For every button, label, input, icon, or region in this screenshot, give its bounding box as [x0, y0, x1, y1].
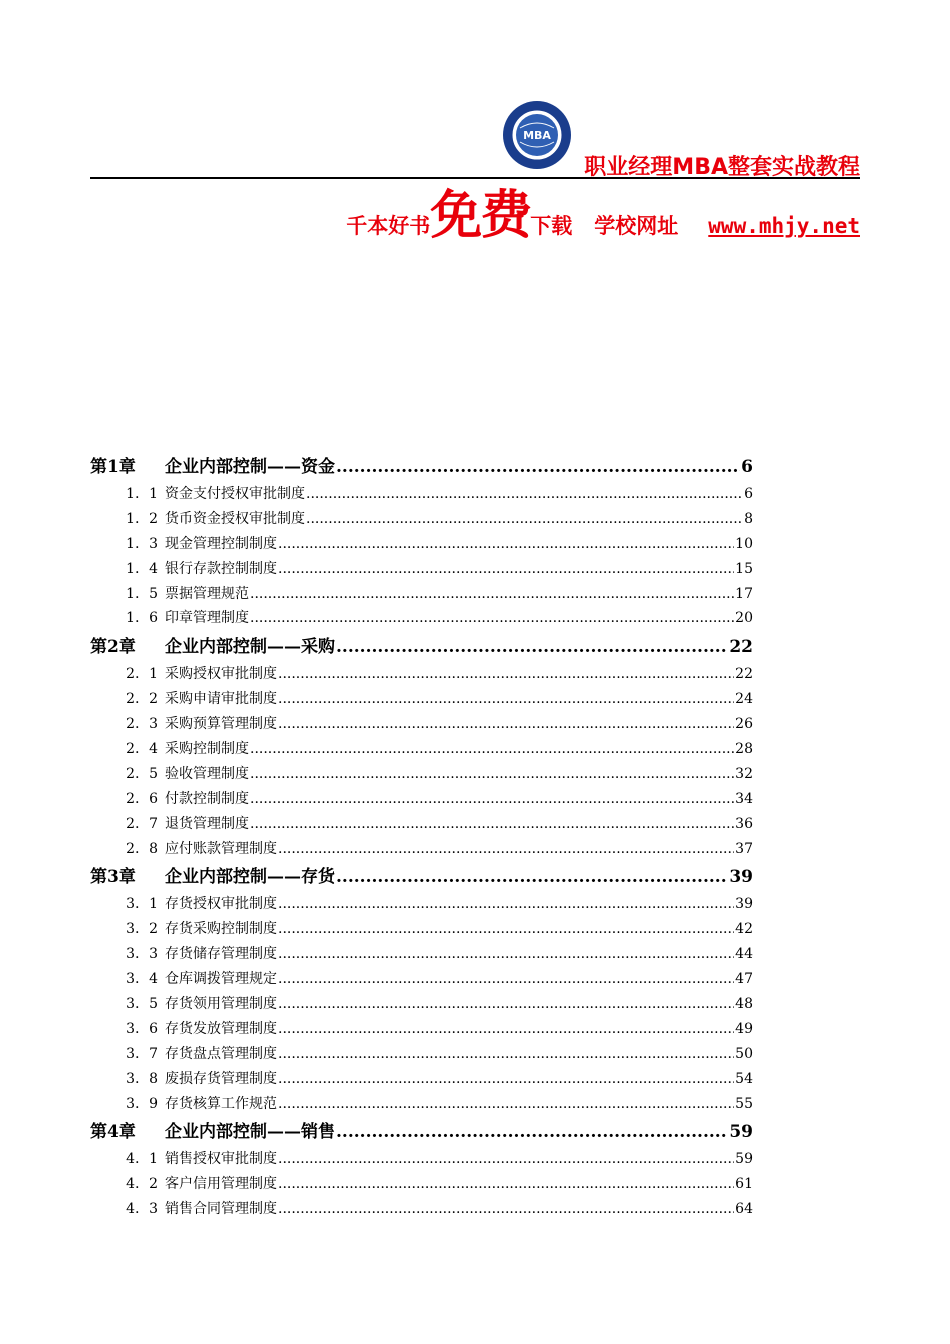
- entry-number: 4．1: [126, 1151, 158, 1168]
- dot-leader: [250, 586, 734, 602]
- entry-title: 票据管理规范: [165, 585, 249, 602]
- dot-leader: [278, 996, 734, 1012]
- entry-number: 3．5: [126, 996, 158, 1013]
- entry-title: 废损存货管理制度: [165, 1070, 277, 1087]
- toc-entry[interactable]: [90, 813, 753, 838]
- entry-page: 6: [744, 486, 753, 502]
- dot-leader: [278, 691, 734, 707]
- entry-title: 存货领用管理制度: [165, 996, 277, 1013]
- entry-title: 客户信用管理制度: [165, 1176, 277, 1193]
- dot-leader: [250, 766, 734, 782]
- dot-leader: [278, 1176, 734, 1192]
- entry-number-cell: [90, 688, 165, 708]
- toc-entry[interactable]: [90, 688, 753, 713]
- toc-entry[interactable]: [90, 583, 753, 608]
- dot-leader: [278, 1096, 734, 1112]
- dot-leader: [278, 666, 734, 682]
- entry-page: 15: [735, 560, 753, 577]
- toc-entry[interactable]: [90, 763, 753, 788]
- entry-number-cell: [90, 483, 165, 503]
- toc-chapter[interactable]: [90, 452, 753, 483]
- entry-number: 3．1: [126, 896, 158, 913]
- entry-number: 2．5: [126, 765, 158, 782]
- table-of-contents: [90, 452, 753, 1223]
- entry-title: 现金管理控制制度: [165, 535, 277, 552]
- dot-leader: [278, 1201, 734, 1217]
- entry-page: 64: [735, 1201, 753, 1218]
- entry-number: 3．4: [126, 971, 158, 988]
- entry-number: 4．3: [126, 1201, 158, 1218]
- entry-number: 3．9: [126, 1095, 158, 1112]
- toc-entry[interactable]: [90, 483, 753, 508]
- entry-page: 47: [735, 971, 753, 988]
- entry-number-cell: [90, 738, 165, 758]
- chapter-number: 第3章: [90, 867, 136, 888]
- entry-number-cell: [90, 813, 165, 833]
- entry-number: 2．3: [126, 716, 158, 733]
- entry-number-cell: [90, 1043, 165, 1063]
- logo-text: MBA: [523, 129, 551, 142]
- entry-title: 存货盘点管理制度: [165, 1045, 277, 1062]
- entry-number-cell: [90, 583, 165, 603]
- toc-entry[interactable]: [90, 993, 753, 1018]
- entry-number: 1．1: [126, 486, 158, 502]
- chapter-title: 企业内部控制——资金: [165, 457, 335, 477]
- dot-leader: [278, 1021, 734, 1037]
- entry-number-cell: [90, 1068, 165, 1088]
- entry-title: 仓库调拨管理规定: [165, 971, 277, 988]
- entry-title: 应付账款管理制度: [165, 840, 277, 857]
- chapter-page: 39: [729, 867, 753, 888]
- entry-page: 39: [735, 896, 753, 913]
- entry-number-cell: [90, 558, 165, 578]
- toc-entry[interactable]: [90, 1148, 753, 1173]
- entry-title: 销售授权审批制度: [165, 1151, 277, 1168]
- dot-leader: [306, 511, 743, 527]
- entry-number-cell: [90, 1198, 165, 1218]
- chapter-page: 59: [729, 1122, 753, 1143]
- entry-page: 61: [735, 1176, 753, 1193]
- toc-entry[interactable]: [90, 533, 753, 558]
- entry-page: 49: [735, 1020, 753, 1037]
- header-title: 职业经理MBA整套实战教程: [584, 155, 860, 180]
- entry-number-cell: [90, 533, 165, 553]
- entry-number-cell: [90, 993, 165, 1013]
- entry-number-cell: [90, 763, 165, 783]
- entry-page: 10: [735, 535, 753, 552]
- promo-banner: [346, 186, 860, 256]
- entry-number-cell: [90, 1148, 165, 1168]
- entry-page: 32: [735, 765, 753, 782]
- entry-page: 36: [735, 815, 753, 832]
- mba-logo: [502, 100, 572, 170]
- entry-number: 2．7: [126, 815, 158, 832]
- entry-title: 货币资金授权审批制度: [165, 510, 305, 527]
- entry-title: 印章管理制度: [165, 610, 249, 627]
- dot-leader: [306, 486, 743, 502]
- dot-leader: [278, 716, 734, 732]
- toc-chapter[interactable]: [90, 862, 753, 893]
- entry-number-cell: [90, 943, 165, 963]
- entry-number-cell: [90, 1093, 165, 1113]
- entry-number-cell: [90, 508, 165, 528]
- entry-title: 存货储存管理制度: [165, 946, 277, 963]
- entry-title: 存货核算工作规范: [165, 1095, 277, 1112]
- chapter-title: 企业内部控制——销售: [165, 1122, 335, 1143]
- entry-number: 3．8: [126, 1070, 158, 1087]
- toc-entry[interactable]: [90, 1093, 753, 1118]
- toc-entry[interactable]: [90, 607, 753, 632]
- dot-leader: [336, 1122, 728, 1142]
- toc-entry[interactable]: [90, 713, 753, 738]
- entry-page: 54: [735, 1070, 753, 1087]
- entry-title: 存货采购控制制度: [165, 921, 277, 938]
- dot-leader: [336, 867, 728, 887]
- entry-title: 资金支付授权审批制度: [165, 486, 305, 502]
- entry-number-cell: [90, 968, 165, 988]
- chapter-title: 企业内部控制——采购: [165, 637, 335, 658]
- entry-number: 2．2: [126, 691, 158, 708]
- dot-leader: [336, 457, 740, 477]
- entry-number-cell: [90, 713, 165, 733]
- entry-page: 59: [735, 1151, 753, 1168]
- toc-entry[interactable]: [90, 1198, 753, 1223]
- entry-page: 24: [735, 691, 753, 708]
- entry-number: 2．8: [126, 840, 158, 857]
- promo-school-label: 学校网址: [594, 214, 679, 238]
- entry-number: 1．4: [126, 560, 158, 577]
- entry-number: 3．7: [126, 1045, 158, 1062]
- entry-number-cell: [90, 1173, 165, 1193]
- chapter-number: 第2章: [90, 637, 136, 658]
- entry-title: 退货管理制度: [165, 815, 249, 832]
- toc-entry[interactable]: [90, 968, 753, 993]
- dot-leader: [250, 741, 734, 757]
- entry-number-cell: [90, 893, 165, 913]
- entry-number: 3．6: [126, 1020, 158, 1037]
- entry-title: 验收管理制度: [165, 765, 249, 782]
- entry-page: 26: [735, 716, 753, 733]
- entry-number-cell: [90, 1018, 165, 1038]
- entry-title: 付款控制制度: [165, 790, 249, 807]
- dot-leader: [278, 536, 734, 552]
- entry-page: 55: [735, 1095, 753, 1112]
- toc-chapter[interactable]: [90, 1117, 753, 1148]
- entry-page: 17: [735, 585, 753, 602]
- promo-url-link[interactable]: www.mhjy.net: [708, 214, 860, 238]
- entry-page: 22: [735, 666, 753, 683]
- chapter-number: 第1章: [90, 457, 136, 477]
- entry-page: 50: [735, 1045, 753, 1062]
- dot-leader: [278, 971, 734, 987]
- dot-leader: [278, 1046, 734, 1062]
- entry-number: 1．5: [126, 585, 158, 602]
- entry-number-cell: [90, 918, 165, 938]
- entry-title: 采购控制制度: [165, 741, 249, 758]
- entry-number: 2．6: [126, 790, 158, 807]
- entry-number: 2．1: [126, 666, 158, 683]
- dot-leader: [278, 946, 734, 962]
- toc-entry[interactable]: [90, 1018, 753, 1043]
- entry-page: 44: [735, 946, 753, 963]
- entry-number-cell: [90, 838, 165, 858]
- toc-entry[interactable]: [90, 893, 753, 918]
- toc-entry[interactable]: [90, 738, 753, 763]
- chapter-page: 6: [741, 457, 753, 477]
- toc-entry[interactable]: [90, 508, 753, 533]
- promo-part1: 千本好书: [346, 214, 431, 238]
- entry-title: 银行存款控制制度: [165, 560, 277, 577]
- entry-page: 20: [735, 610, 753, 627]
- dot-leader: [336, 637, 728, 657]
- toc-chapter[interactable]: [90, 632, 753, 663]
- toc-entry[interactable]: [90, 943, 753, 968]
- entry-number: 1．2: [126, 510, 158, 527]
- entry-page: 8: [744, 510, 753, 527]
- dot-leader: [278, 1151, 734, 1167]
- entry-title: 存货发放管理制度: [165, 1020, 277, 1037]
- chapter-number: 第4章: [90, 1122, 136, 1143]
- entry-number: 3．3: [126, 946, 158, 963]
- entry-page: 48: [735, 996, 753, 1013]
- chapter-title: 企业内部控制——存货: [165, 867, 335, 888]
- entry-number: 1．6: [126, 610, 158, 627]
- toc-entry[interactable]: [90, 1043, 753, 1068]
- dot-leader: [250, 816, 734, 832]
- toc-entry[interactable]: [90, 788, 753, 813]
- dot-leader: [278, 561, 734, 577]
- entry-title: 存货授权审批制度: [165, 896, 277, 913]
- header-divider: [90, 177, 860, 179]
- toc-entry[interactable]: [90, 838, 753, 863]
- entry-number: 3．2: [126, 921, 158, 938]
- entry-title: 采购预算管理制度: [165, 716, 277, 733]
- dot-leader: [278, 921, 734, 937]
- entry-number-cell: [90, 607, 165, 627]
- chapter-page: 22: [729, 637, 753, 658]
- toc-entry[interactable]: [90, 663, 753, 688]
- promo-part3: 下载: [530, 214, 573, 238]
- entry-page: 37: [735, 840, 753, 857]
- toc-entry[interactable]: [90, 1173, 753, 1198]
- entry-number: 1．3: [126, 535, 158, 552]
- entry-title: 销售合同管理制度: [165, 1201, 277, 1218]
- toc-entry[interactable]: [90, 558, 753, 583]
- dot-leader: [278, 896, 734, 912]
- entry-page: 34: [735, 790, 753, 807]
- entry-page: 42: [735, 921, 753, 938]
- toc-entry[interactable]: [90, 918, 753, 943]
- entry-number-cell: [90, 663, 165, 683]
- entry-title: 采购申请审批制度: [165, 691, 277, 708]
- dot-leader: [250, 610, 734, 626]
- dot-leader: [278, 841, 734, 857]
- entry-number: 2．4: [126, 741, 158, 758]
- toc-entry[interactable]: [90, 1068, 753, 1093]
- entry-number: 4．2: [126, 1176, 158, 1193]
- entry-number-cell: [90, 788, 165, 808]
- dot-leader: [278, 1071, 734, 1087]
- entry-page: 28: [735, 741, 753, 758]
- entry-title: 采购授权审批制度: [165, 666, 277, 683]
- promo-free: 免费: [430, 186, 531, 246]
- dot-leader: [250, 791, 734, 807]
